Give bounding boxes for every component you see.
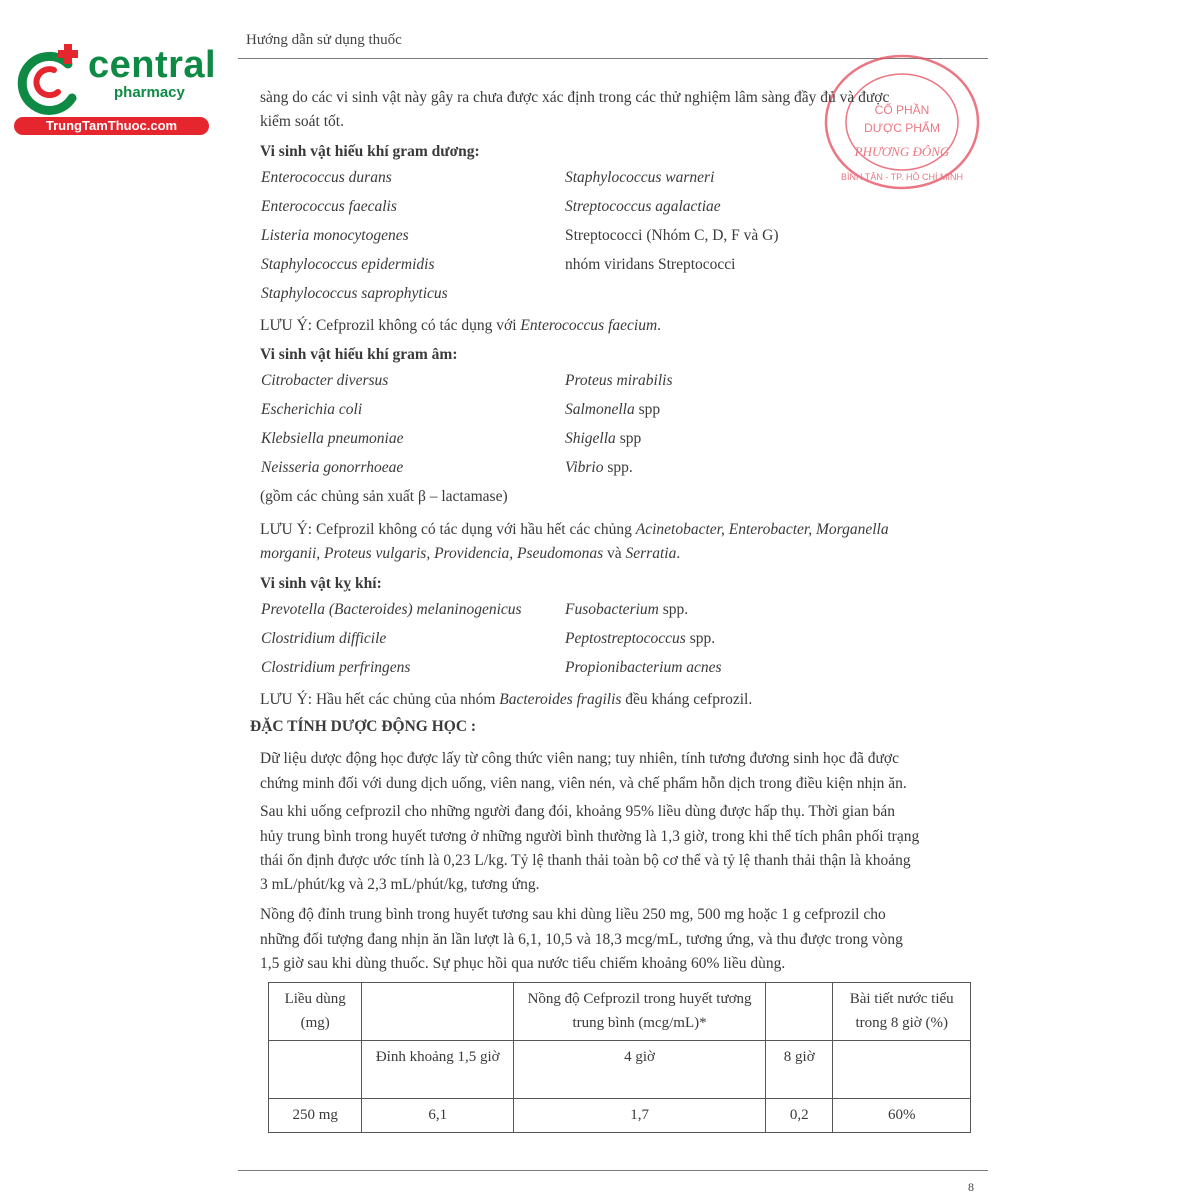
gram-neg-right-2: Salmonella spp [565, 401, 661, 418]
pk-para3-line-3: 1,5 giờ sau khi dùng thuốc. Sự phục hồi qua nước tiểu chiếm khoảng 60% liều dùng. [260, 955, 786, 972]
gram-neg-right-4: Vibrio spp. [565, 459, 633, 476]
gram-pos-right-3: Streptococci (Nhóm C, D, F và G) [565, 227, 779, 244]
anaerobic-left-3: Clostridium perfringens [261, 659, 411, 676]
th-urine: Bài tiết nước tiểu trong 8 giờ (%) [833, 983, 971, 1041]
gram-neg-left-4: Neisseria gonorrhoeae [261, 459, 404, 476]
intro-line-2: kiểm soát tốt. [260, 113, 344, 130]
gram-pos-right-1: Staphylococcus warneri [565, 169, 715, 186]
pk-para2-line-1: Sau khi uống cefprozil cho những người đang đói, khoảng 95% liều dùng được hấp thụ. Thời gian bán [260, 803, 895, 820]
table-subheader-row [269, 1041, 971, 1099]
logo-site-url[interactable]: TrungTamThuoc.com [14, 117, 209, 135]
document-header: Hướng dẫn sử dụng thuốc [246, 32, 402, 48]
cell-urine: 60% [833, 1099, 971, 1133]
gram-pos-left-3: Listeria monocytogenes [261, 227, 409, 244]
cell-dose: 250 mg [269, 1099, 362, 1133]
gram-pos-left-2: Enterococcus faecalis [261, 198, 397, 215]
anaerobic-heading: Vi sinh vật kỵ khí: [260, 575, 382, 592]
sub-empty-2 [833, 1041, 971, 1099]
table-header-row [269, 983, 971, 1041]
svg-text:BÌNH TÂN - TP. HỒ CHÍ MINH: BÌNH TÂN - TP. HỒ CHÍ MINH [840, 172, 964, 182]
intro-line-1: sàng do các vi sinh vật này gây ra chưa được xác định trong các thử nghiệm lâm sàng đầy đủ và được [260, 89, 890, 106]
gram-positive-heading: Vi sinh vật hiếu khí gram dương: [260, 143, 480, 160]
anaerobic-right-3: Propionibacterium acnes [565, 659, 722, 676]
pk-para1-line-2: chứng minh đối với dung dịch uống, viên nang, viên nén, và chế phẩm hỗn dịch trong điều kiện nhịn ăn. [260, 775, 907, 792]
gram-neg-right-1: Proteus mirabilis [565, 372, 673, 389]
gram-negative-note-line-2: morganii, Proteus vulgaris, Providencia, Pseudomonas và Serratia. [260, 545, 681, 562]
gram-negative-heading: Vi sinh vật hiếu khí gram âm: [260, 346, 458, 363]
anaerobic-left-2: Clostridium difficile [261, 630, 387, 647]
pk-para1-line-1: Dữ liệu dược động học được lấy từ công thức viên nang; tuy nhiên, tính tương đương sinh học đã được [260, 750, 899, 767]
anaerobic-note: LƯU Ý: Hầu hết các chủng của nhóm Bacteroides fragilis đều kháng cefprozil. [260, 691, 753, 708]
table-row [269, 1099, 971, 1133]
svg-text:DƯỢC PHẨM: DƯỢC PHẨM [864, 121, 940, 135]
gram-neg-left-2: Escherichia coli [261, 401, 363, 418]
gram-pos-left-5: Staphylococcus saprophyticus [261, 285, 448, 302]
anaerobic-left-1: Prevotella (Bacteroides) melaninogenicus [261, 601, 522, 618]
svg-text:CỔ PHẦN: CỔ PHẦN [874, 103, 930, 117]
th-concentration: Nồng độ Cefprozil trong huyết tương trung bình (mcg/mL)* [514, 983, 766, 1041]
gram-pos-right-4: nhóm viridans Streptococci [565, 256, 736, 273]
logo-brand: central [88, 44, 217, 86]
sub-empty [269, 1041, 362, 1099]
sub-8h: 8 giờ [766, 1041, 833, 1099]
gram-neg-right-3: Shigella spp [565, 430, 642, 447]
gram-pos-right-2: Streptococcus agalactiae [565, 198, 721, 215]
footer-divider [238, 1170, 988, 1171]
logo-sub: pharmacy [114, 84, 185, 101]
page-number: 8 [968, 1180, 974, 1194]
pk-table [268, 982, 971, 1133]
pk-para2-line-3: thái ổn định được ước tính là 0,23 L/kg. Tỷ lệ thanh thải toàn bộ cơ thể và tỷ lệ thanh thải thận là khoảng [260, 852, 911, 869]
gram-neg-left-3: Klebsiella pneumoniae [261, 430, 404, 447]
pk-para3-line-1: Nồng độ đỉnh trung bình trong huyết tương sau khi dùng liều 250 mg, 500 mg hoặc 1 g cefprozil cho [260, 906, 886, 923]
gram-pos-left-1: Enterococcus durans [261, 169, 392, 186]
anaerobic-right-2: Peptostreptococcus spp. [565, 630, 716, 647]
gram-positive-note: LƯU Ý: Cefprozil không có tác dụng với Enterococcus faecium. [260, 317, 662, 334]
logo-text [88, 46, 216, 102]
anaerobic-right-1: Fusobacterium spp. [565, 601, 689, 618]
cell-peak: 6,1 [362, 1099, 514, 1133]
th-empty [362, 983, 514, 1041]
pk-para2-line-4: 3 mL/phút/kg và 2,3 mL/phút/kg, tương ứng. [260, 876, 540, 893]
gram-neg-left-1: Citrobacter diversus [261, 372, 389, 389]
pk-para3-line-2: những đối tượng đang nhịn ăn lần lượt là 6,1, 10,5 và 18,3 mcg/mL, tương ứng, và thu được trong vòng [260, 931, 903, 948]
svg-text:PHƯƠNG ĐÔNG: PHƯƠNG ĐÔNG [854, 144, 950, 159]
beta-lactamase-note: (gồm các chủng sản xuất β – lactamase) [260, 488, 508, 505]
sub-peak: Đỉnh khoảng 1,5 giờ [362, 1041, 514, 1099]
pharmacokinetics-heading: ĐẶC TÍNH DƯỢC ĐỘNG HỌC : [250, 718, 477, 735]
cell-4h: 1,7 [514, 1099, 766, 1133]
gram-pos-left-4: Staphylococcus epidermidis [261, 256, 435, 273]
th-empty-2 [766, 983, 833, 1041]
pk-para2-line-2: hủy trung bình trong huyết tương ở những người bình thường là 1,3 giờ, trong khi thể tích phân phối trạng [260, 828, 920, 845]
th-dose: Liều dùng (mg) [269, 983, 362, 1041]
cell-8h: 0,2 [766, 1099, 833, 1133]
sub-4h: 4 giờ [514, 1041, 766, 1099]
gram-negative-note-line-1: LƯU Ý: Cefprozil không có tác dụng với hầu hết các chủng Acinetobacter, Enterobacter, Morganella [260, 521, 889, 538]
